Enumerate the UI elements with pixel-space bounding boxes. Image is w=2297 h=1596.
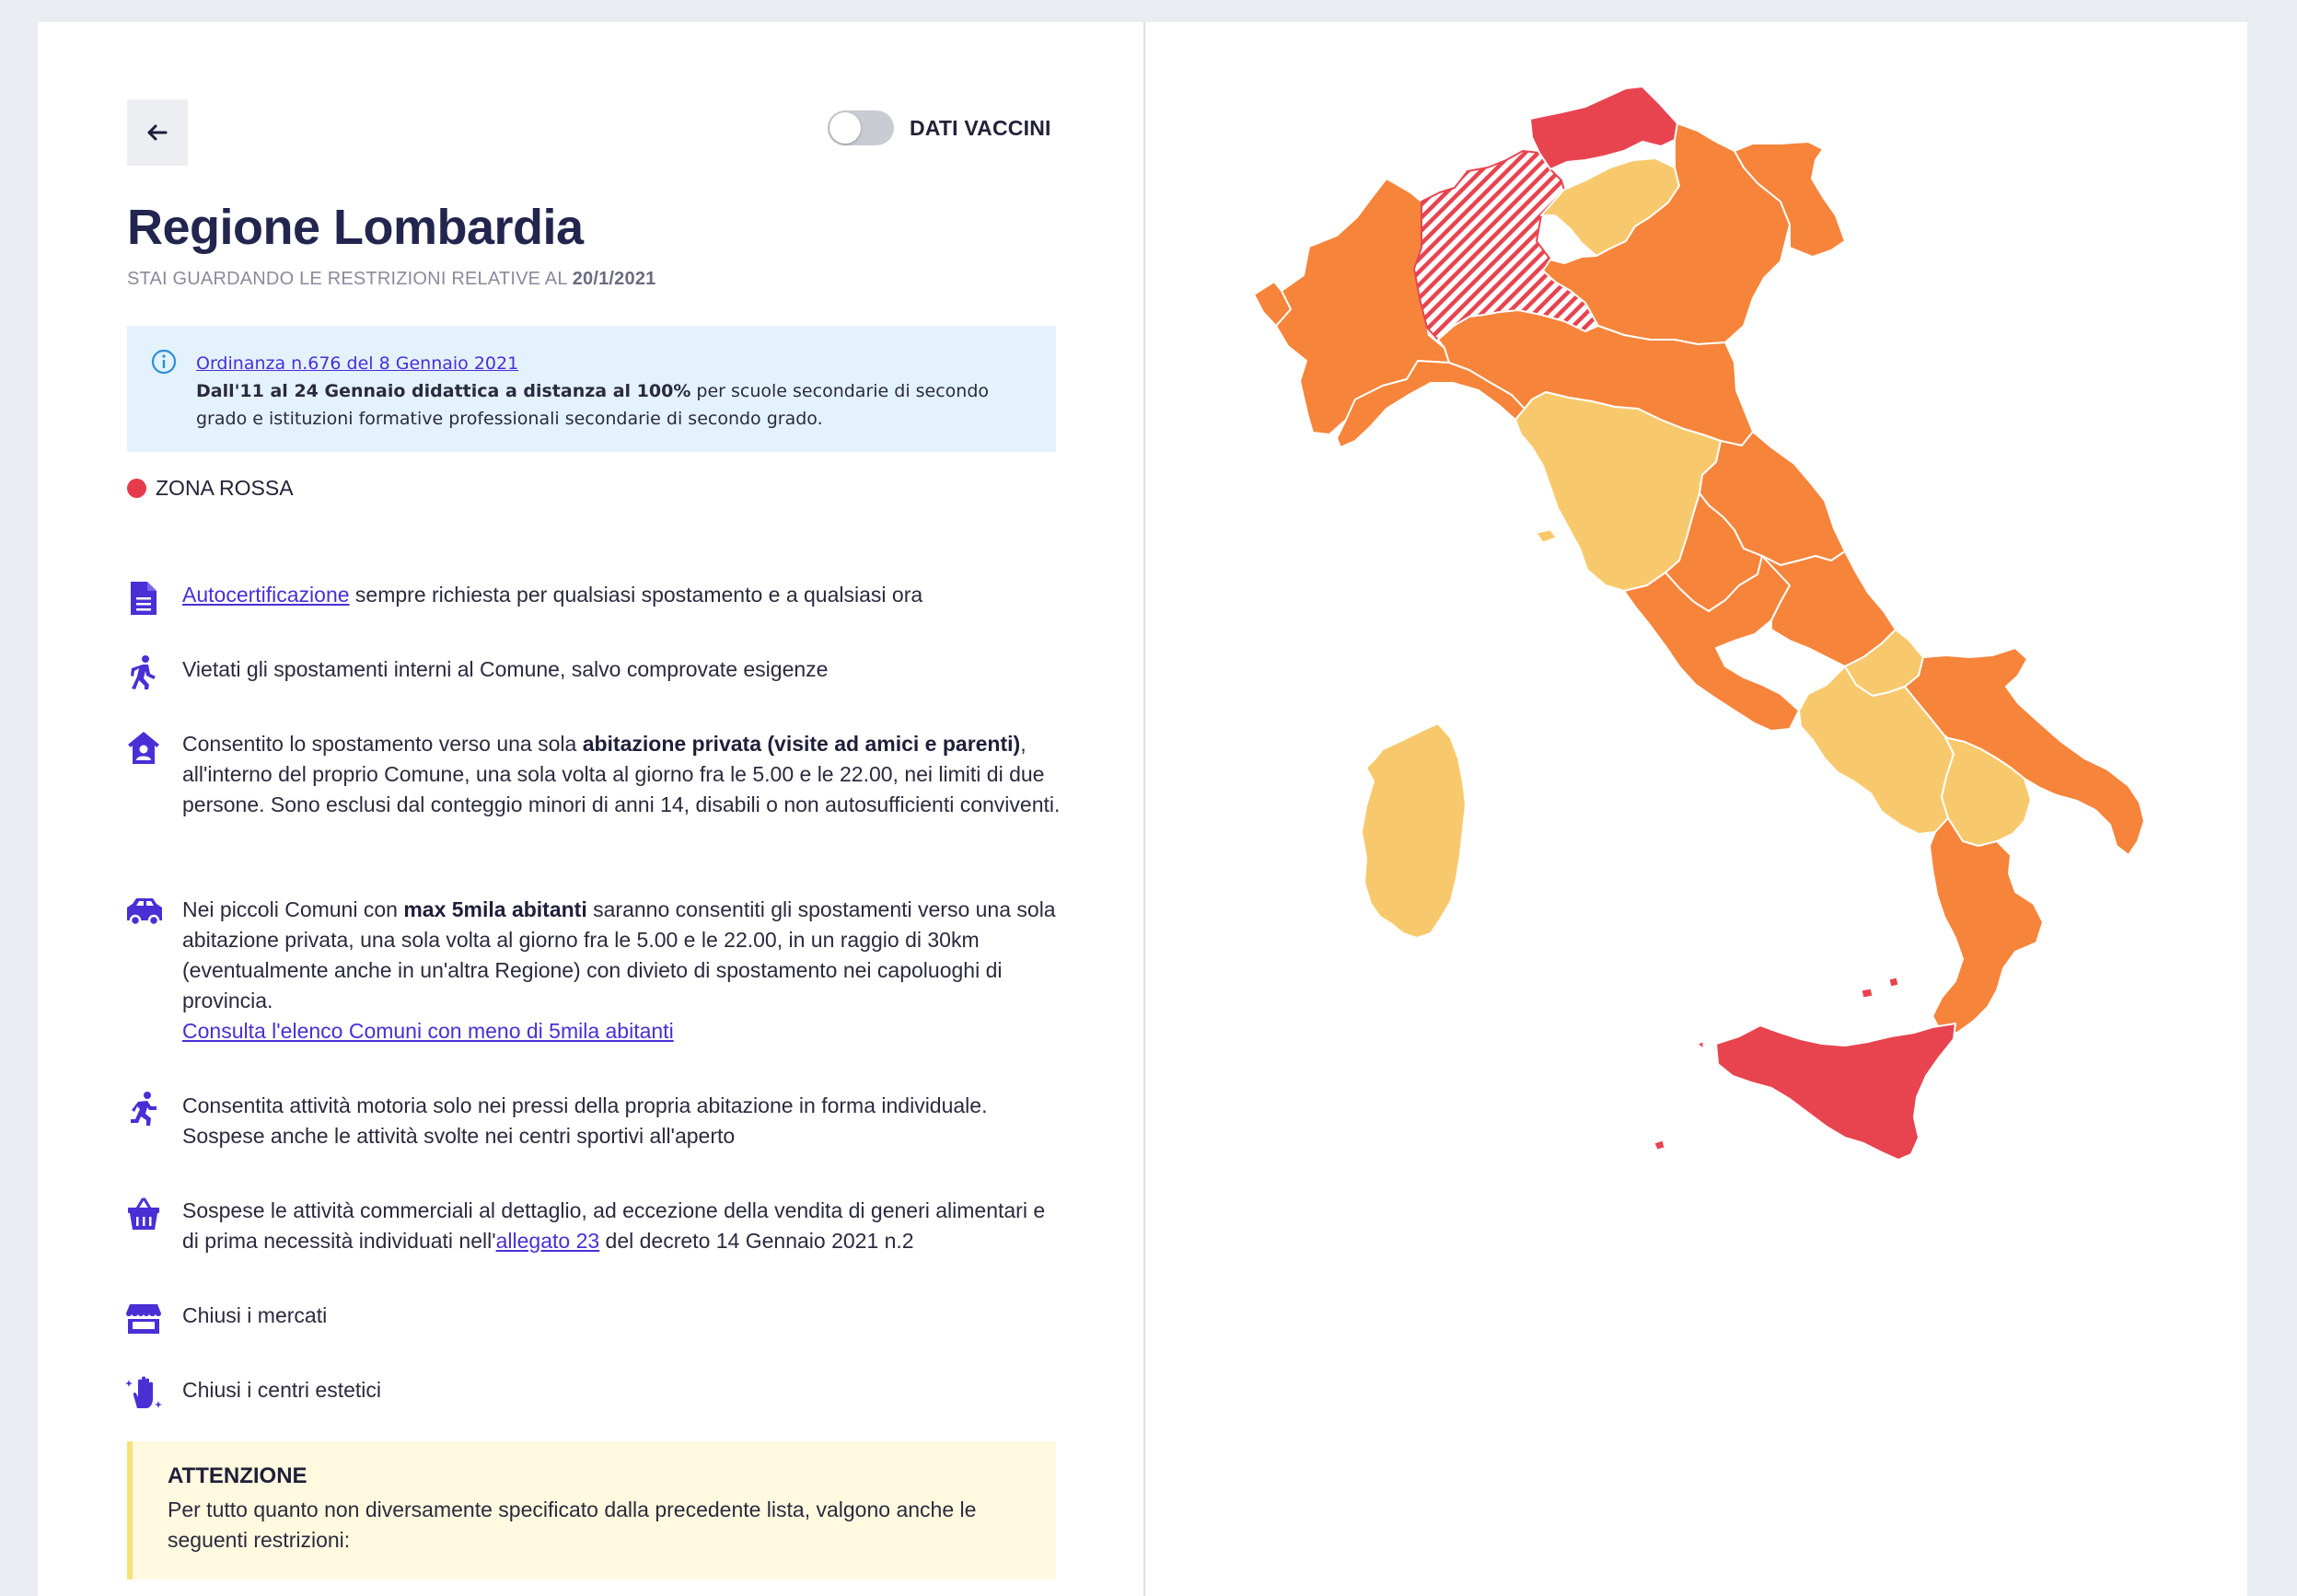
warning-box xyxy=(127,1441,1056,1579)
rule-text-part: del decreto 14 Gennaio 2021 n.2 xyxy=(599,1229,914,1253)
rule-text: Chiusi i centri estetici xyxy=(182,1378,382,1402)
rule-text: Consentita attività motoria solo nei pressi della propria abitazione in forma individuale. Sospese anche le attività svolte nei centri sportivi all'aperto xyxy=(182,1093,988,1148)
rule-text-part: Nei piccoli Comuni con xyxy=(182,897,404,921)
region-sardegna[interactable] xyxy=(1362,723,1466,938)
arrow-left-icon xyxy=(147,124,168,141)
region-toscana-islands[interactable] xyxy=(1537,530,1556,542)
info-icon xyxy=(151,349,177,375)
ordinance-text xyxy=(196,350,1038,433)
rule-text-part: Sospese le attività commerciali al dettaglio, ad eccezione della vendita di generi alimentari e di prima necessità individuati nell' xyxy=(182,1198,1046,1253)
vaccine-data-toggle[interactable] xyxy=(828,110,1051,145)
page-title: Regione Lombardia xyxy=(127,200,584,255)
rule-text-bold: max 5mila abitanti xyxy=(403,897,587,921)
store-icon xyxy=(124,1301,163,1337)
house-user-icon xyxy=(127,729,160,766)
rule-text: Chiusi i mercati xyxy=(182,1303,328,1327)
content-card xyxy=(38,22,2247,1596)
toggle-knob xyxy=(829,112,861,144)
region-sicilia[interactable] xyxy=(1716,1024,1955,1160)
back-button[interactable] xyxy=(127,99,188,166)
basket-icon xyxy=(127,1196,160,1232)
car-icon xyxy=(123,895,166,931)
rule-text-bold: abitazione privata (visite ad amici e parenti) xyxy=(582,732,1021,756)
italy-map xyxy=(1145,22,2247,1596)
page-subtitle xyxy=(127,269,655,290)
document-icon xyxy=(127,580,160,617)
toggle-label: DATI VACCINI xyxy=(910,115,1051,140)
subtitle-prefix: STAI GUARDANDO LE RESTRIZIONI RELATIVE AL xyxy=(127,269,567,289)
zone-indicator xyxy=(127,476,294,501)
zone-label: ZONA ROSSA xyxy=(156,476,294,500)
warning-text: Per tutto quanto non diversamente specificato dalla precedente lista, valgono anche le seguenti restrizioni: xyxy=(168,1498,977,1552)
restrictions-panel xyxy=(38,22,1143,1596)
rule-text-part: sempre richiesta per qualsiasi spostamento e a qualsiasi ora xyxy=(349,583,923,607)
rule-text-part: Consentito lo spostamento verso una sola xyxy=(182,732,583,756)
subtitle-date: 20/1/2021 xyxy=(572,269,656,289)
rule-text xyxy=(182,729,1066,820)
ordinance-detail: per scuole secondarie di secondo grado e istituzioni formative professionali secondarie di secondo grado. xyxy=(196,381,990,429)
toggle-switch[interactable] xyxy=(828,110,894,145)
region-bolzano-north[interactable] xyxy=(1530,87,1677,169)
map-panel xyxy=(1145,22,2247,1596)
rule-text: Vietati gli spostamenti interni al Comune, salvo comprovate esigenze xyxy=(182,657,829,681)
rule-text xyxy=(182,1196,1066,1256)
annex-23-link[interactable]: allegato 23 xyxy=(495,1229,600,1253)
rule-text xyxy=(182,895,1066,1047)
warning-title: ATTENZIONE xyxy=(168,1463,307,1488)
ordinance-bold: Dall'11 al 24 Gennaio didattica a distanza al 100% xyxy=(196,381,691,401)
region-calabria[interactable] xyxy=(1930,818,2043,1033)
ordinance-info-box xyxy=(127,326,1056,452)
small-towns-link[interactable]: Consulta l'elenco Comuni con meno di 5mila abitanti xyxy=(182,1019,674,1043)
autocertification-link[interactable]: Autocertificazione xyxy=(182,583,350,607)
walking-icon xyxy=(127,654,160,691)
rule-text xyxy=(182,580,1066,610)
rule-text-part: , all'interno del proprio Comune, una sola volta al giorno fra le 5.00 e le 22.00, nei limiti di due persone. Sono esclusi dal conteggio minori di anni 14, disabili o non autosufficienti conviventi. xyxy=(182,732,1061,816)
running-icon xyxy=(127,1091,160,1128)
ordinance-link[interactable]: Ordinanza n.676 del 8 Gennaio 2021 xyxy=(196,353,519,374)
zone-dot xyxy=(127,479,146,498)
hand-sparkles-icon xyxy=(124,1375,163,1412)
rule-text-part: saranno consentiti gli spostamenti verso una sola abitazione privata, una sola volta al giorno fra le 5.00 e le 22.00, in un raggio di 30km (eventualmente anche in un'altra Regione) con divieto di spostamento nei capoluoghi di provincia. xyxy=(182,897,1056,1012)
